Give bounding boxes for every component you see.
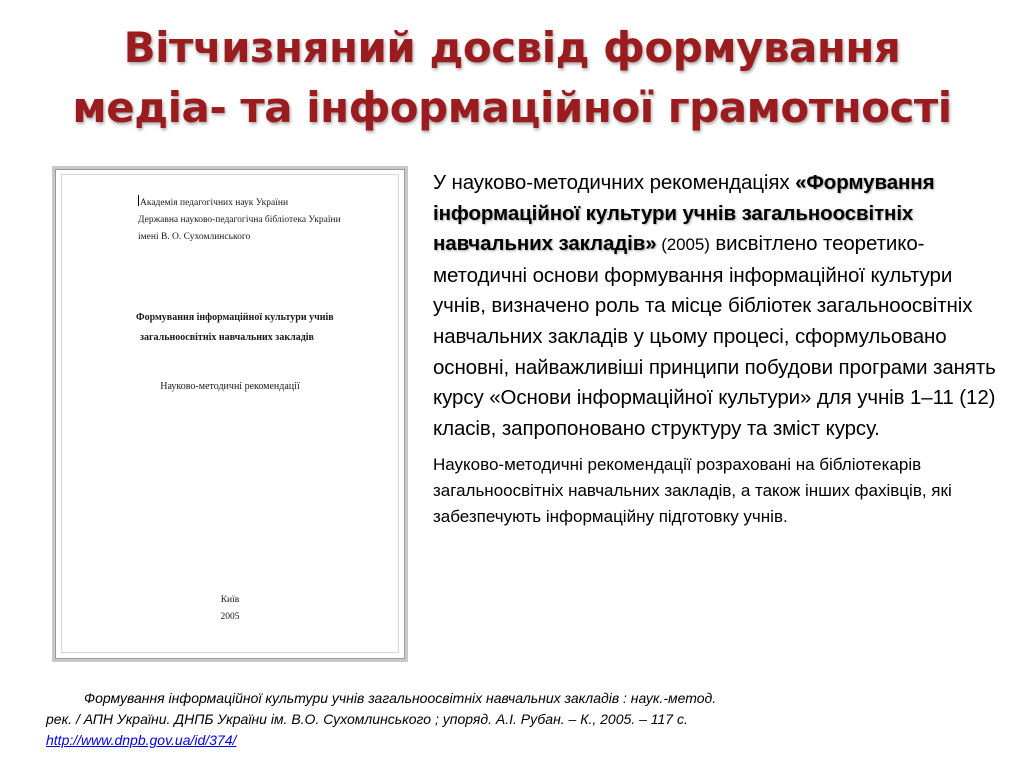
cover-publisher-line-3: імені В. О. Сухомлинського	[138, 232, 251, 242]
slide-title-line-1: Вітчизняний досвід формування	[123, 23, 901, 72]
description-intro: У науково-методичних рекомендаціях	[433, 171, 796, 194]
cover-publisher-line-1: Академія педагогічних наук України	[140, 198, 289, 208]
cover-imprint	[62, 592, 398, 626]
citation-line-1: Формування інформаційної культури учнів загальноосвітніх навчальних закладів : наук.-метод.	[84, 690, 717, 706]
cover-subtitle: Науково-методичні рекомендації	[160, 381, 300, 392]
description-text-block	[433, 168, 1003, 530]
citation-footnote	[46, 688, 906, 751]
cover-book-title-line-2: загальноосвітніх навчальних закладів	[140, 332, 314, 343]
slide-title-line-2: медіа- та інформаційної грамотності	[72, 83, 952, 132]
citation-link[interactable]: http://www.dnpb.gov.ua/id/374/	[46, 732, 237, 748]
cover-publisher-block	[138, 195, 378, 246]
cover-publisher-line-2: Державна науково-педагогічна бібліотека України	[138, 215, 341, 225]
book-cover-page	[61, 174, 399, 653]
book-cover-image	[52, 166, 408, 662]
audience-paragraph: Науково-методичні рекомендації розраховані на бібліотекарів загальноосвітніх навчальних закладів, а також інших фахівців, які забезпечують інформаційну підготовку учнів.	[433, 455, 952, 527]
text-cursor-icon	[138, 195, 139, 206]
cover-book-title	[136, 308, 386, 348]
cover-book-title-line-1: Формування інформаційної культури учнів	[136, 312, 334, 323]
cover-year: 2005	[220, 612, 240, 622]
cover-city: Київ	[220, 595, 240, 605]
description-book-title: «Формування інформаційної культури учнів загальноосвітніх навчальних закладів»	[433, 171, 935, 256]
description-paragraph	[433, 168, 1003, 444]
description-body: висвітлено теоретико-методичні основи формування інформаційної культури учнів, визначено роль та місце бібліотек загальноосвітніх навчальних закладів у цьому процесі, сформульовано основні, найважливіші принципи побудови програми занять курсу «Основи інформаційної культури» для учнів 1–11 (12) класів, запропоновано структуру та зміст курсу.	[433, 232, 996, 440]
slide-title	[0, 18, 1024, 138]
description-year: (2005)	[656, 235, 710, 255]
citation-line-2: рек. / АПН України. ДНПБ України ім. В.О. Сухомлинського ; упоряд. А.І. Рубан. – К., 2005. – 117 с.	[46, 711, 688, 727]
